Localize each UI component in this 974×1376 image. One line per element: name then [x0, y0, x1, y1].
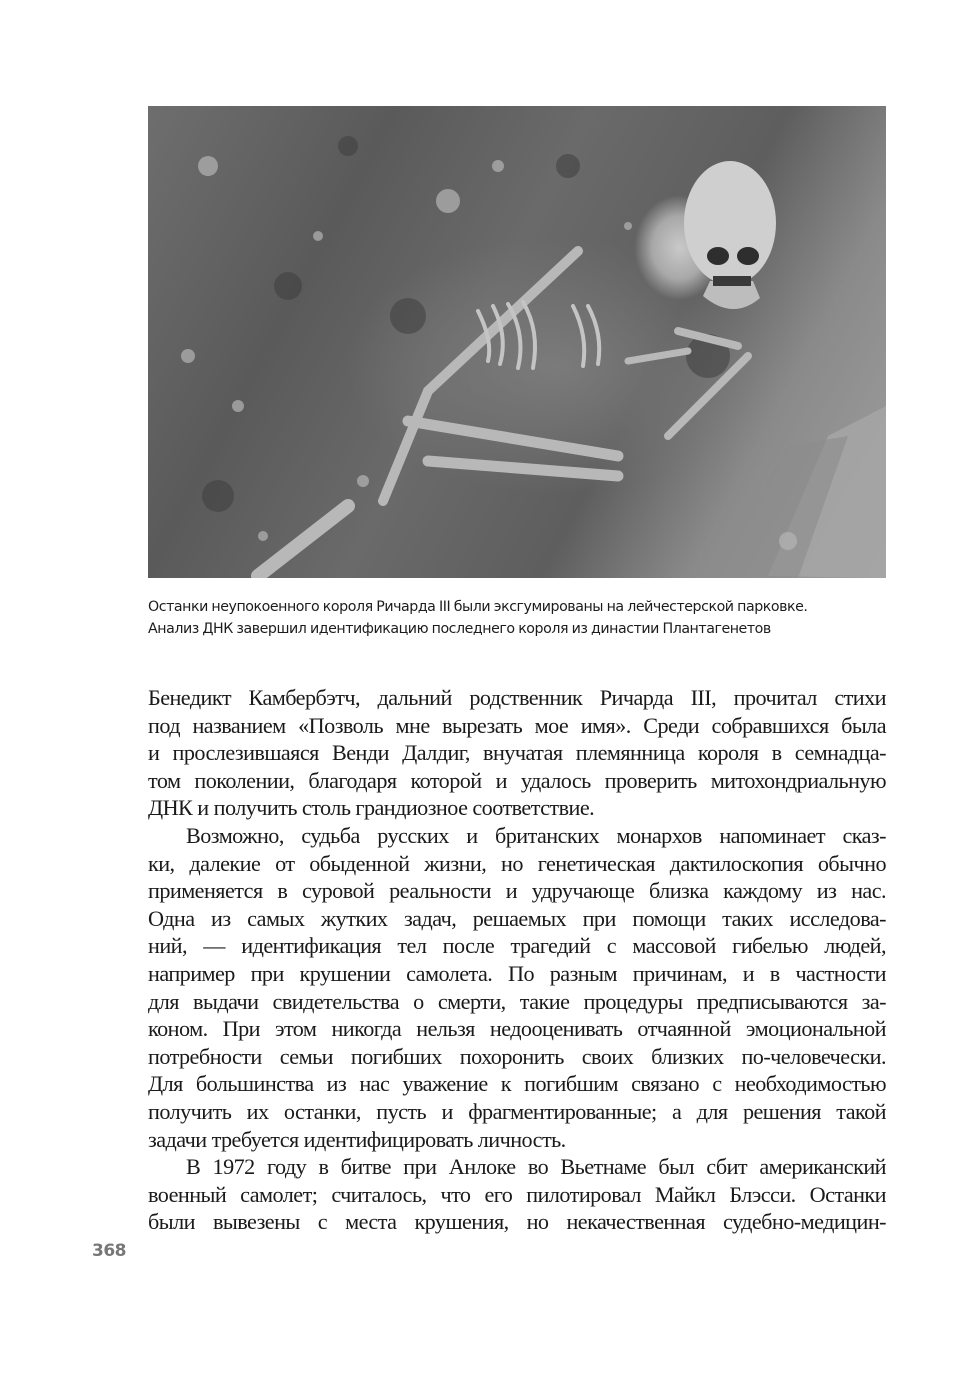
text-line: получить их останки, пусть и фрагментированные; а для решения такой: [148, 1098, 886, 1124]
paragraph-3: [148, 1153, 886, 1236]
text-line: ки, далекие от обыденной жизни, но генетическая дактилоскопия обычно: [148, 850, 886, 876]
paragraph-1: [148, 684, 886, 822]
caption-line: Анализ ДНК завершил идентификацию последнего короля из династии Плантагенетов: [148, 621, 771, 637]
paragraph-2: [148, 822, 886, 1153]
skeleton-excavation-photo: [148, 106, 886, 578]
figure-caption: [148, 596, 908, 640]
body-text: [148, 684, 886, 1236]
text-line: были вывезены с места крушения, но некачественная судебно-медицин-: [148, 1209, 886, 1235]
text-line: для выдачи свидетельства о смерти, такие процедуры предписываются за-: [148, 988, 886, 1014]
page-number: 368: [92, 1241, 126, 1261]
text-line: и прослезившаяся Венди Далдиг, внучатая племянница короля в семнадца-: [148, 740, 886, 766]
text-line: военный самолет; считалось, что его пилотировал Майкл Блэсси. Останки: [148, 1181, 886, 1207]
text-line: Для большинства из нас уважение к погибшим связано с необходимостью: [148, 1071, 886, 1097]
text-line: ний, — идентификация тел после трагедий с массовой гибелью людей,: [148, 933, 886, 959]
text-line: под названием «Позволь мне вырезать мое имя». Среди собравшихся была: [148, 712, 886, 738]
text-line: коном. При этом никогда нельзя недооценивать отчаянной эмоциональной: [148, 1016, 886, 1042]
text-line: том поколении, благодаря которой и удалось проверить митохондриальную: [148, 767, 886, 793]
text-line: задачи требуется идентифицировать личность.: [148, 1126, 566, 1152]
text-line: Бенедикт Камбербэтч, дальний родственник Ричарда III, прочитал стихи: [148, 685, 886, 710]
text-line: например при крушении самолета. По разным причинам, и в частности: [148, 960, 886, 986]
text-line: ДНК и получить столь грандиозное соответствие.: [148, 795, 595, 821]
text-line: потребности семьи погибших похоронить своих близких по-человечески.: [148, 1043, 886, 1069]
text-line: В 1972 году в битве при Анлоке во Вьетнаме был сбит американский: [186, 1154, 886, 1180]
text-line: Возможно, судьба русских и британских монархов напоминает сказ-: [186, 822, 886, 848]
text-line: Одна из самых жутких задач, решаемых при помощи таких исследова-: [148, 905, 886, 931]
caption-line: Останки неупокоенного короля Ричарда III были эксгумированы на лейчестерской парковке.: [148, 599, 808, 615]
text-line: применяется в суровой реальности и удручающе близка каждому из нас.: [148, 878, 886, 904]
photo-illustration: [148, 106, 886, 578]
